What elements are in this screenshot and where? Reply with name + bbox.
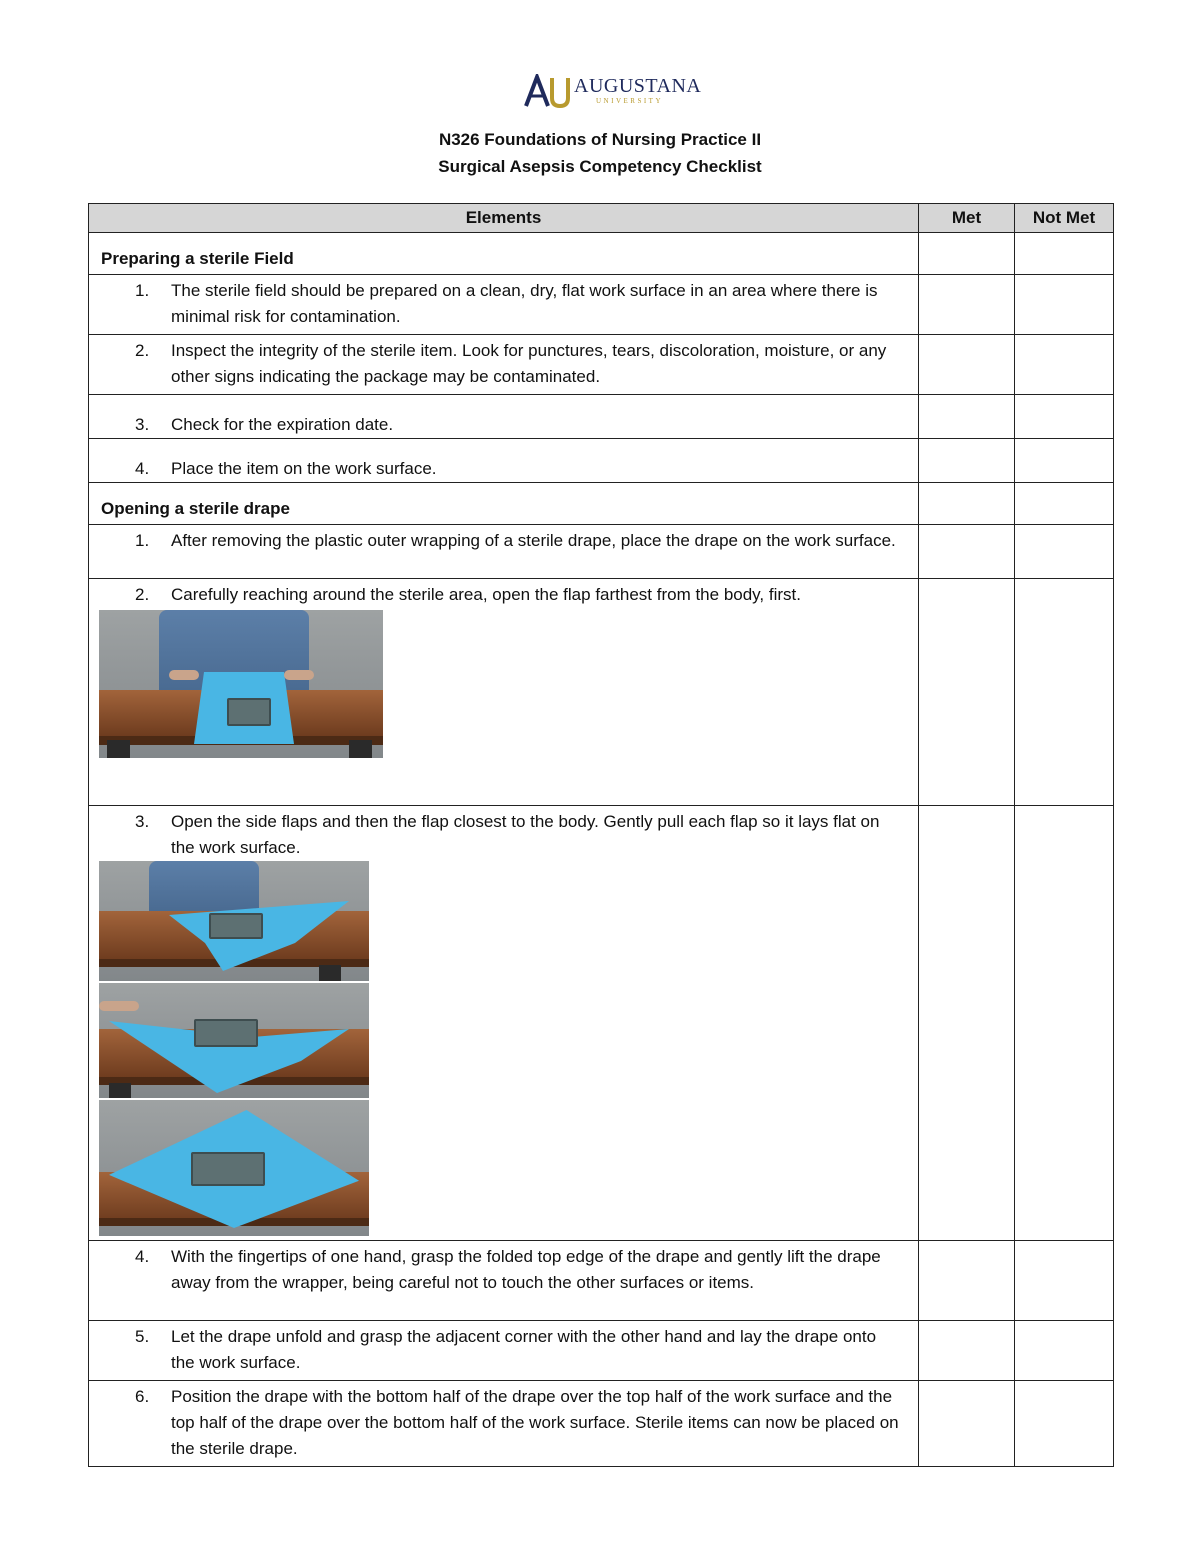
photo-opening-side-flap-right	[99, 861, 369, 981]
document-titles	[0, 126, 1200, 180]
met-cell[interactable]	[919, 1241, 1015, 1321]
met-cell[interactable]	[919, 579, 1015, 806]
element-cell	[89, 275, 919, 335]
met-cell[interactable]	[919, 439, 1015, 483]
met-cell[interactable]	[919, 275, 1015, 335]
not-met-cell[interactable]	[1015, 806, 1114, 1241]
item-text: Check for the expiration date.	[171, 415, 394, 434]
table-row	[89, 806, 1114, 1241]
not-met-cell[interactable]	[1015, 1321, 1114, 1381]
photo-drape-flat-on-surface	[99, 1100, 369, 1236]
item-number: 1.	[135, 281, 150, 300]
met-cell[interactable]	[919, 1321, 1015, 1381]
photo-stack	[99, 861, 369, 1236]
header-elements: Elements	[89, 204, 919, 233]
section-row	[89, 233, 1114, 275]
not-met-cell[interactable]	[1015, 439, 1114, 483]
table-header-row	[89, 204, 1114, 233]
item-text: Let the drape unfold and grasp the adjacent corner with the other hand and lay the drape onto the work surface.	[171, 1327, 877, 1372]
not-met-cell[interactable]	[1015, 525, 1114, 579]
logo-subtitle: UNIVERSITY	[596, 97, 663, 105]
element-cell	[89, 579, 919, 806]
section-title: Preparing a sterile Field	[89, 233, 919, 275]
met-cell[interactable]	[919, 233, 1015, 275]
section-title: Opening a sterile drape	[89, 483, 919, 525]
item-number: 5.	[135, 1327, 150, 1346]
item-text: Carefully reaching around the sterile area, open the flap farthest from the body, first.	[171, 585, 801, 604]
table-row	[89, 1381, 1114, 1467]
table-row	[89, 395, 1114, 439]
table-row	[89, 579, 1114, 806]
competency-checklist-table	[88, 203, 1114, 1467]
augustana-logo	[524, 74, 702, 108]
item-number: 3.	[135, 812, 150, 831]
item-number: 4.	[135, 1247, 150, 1266]
table-row	[89, 335, 1114, 395]
not-met-cell[interactable]	[1015, 395, 1114, 439]
item-number: 4.	[135, 459, 150, 478]
element-cell	[89, 525, 919, 579]
item-number: 3.	[135, 415, 150, 434]
not-met-cell[interactable]	[1015, 1241, 1114, 1321]
met-cell[interactable]	[919, 806, 1015, 1241]
au-logo-mark	[524, 74, 572, 108]
not-met-cell[interactable]	[1015, 275, 1114, 335]
document-subtitle: Surgical Asepsis Competency Checklist	[438, 157, 762, 176]
not-met-cell[interactable]	[1015, 233, 1114, 275]
met-cell[interactable]	[919, 1381, 1015, 1467]
item-text: Inspect the integrity of the sterile item. Look for punctures, tears, discoloration, moisture, or any other signs indicating the package may be contaminated.	[171, 341, 887, 386]
table-row	[89, 525, 1114, 579]
item-text: After removing the plastic outer wrapping of a sterile drape, place the drape on the work surface.	[171, 531, 896, 550]
item-text: Position the drape with the bottom half of the drape over the top half of the work surface and the top half of the drape over the bottom half of the work surface. Sterile items can now be placed on the sterile drape.	[171, 1387, 899, 1458]
not-met-cell[interactable]	[1015, 1381, 1114, 1467]
table-row	[89, 275, 1114, 335]
section-row	[89, 483, 1114, 525]
met-cell[interactable]	[919, 395, 1015, 439]
element-cell	[89, 1321, 919, 1381]
header-not-met: Not Met	[1015, 204, 1114, 233]
not-met-cell[interactable]	[1015, 579, 1114, 806]
item-number: 2.	[135, 585, 150, 604]
table-row	[89, 1241, 1114, 1321]
header-met: Met	[919, 204, 1015, 233]
element-cell	[89, 1241, 919, 1321]
element-cell	[89, 806, 919, 1241]
photo-nurse-opening-far-flap	[99, 610, 383, 758]
item-number: 2.	[135, 341, 150, 360]
item-number: 1.	[135, 531, 150, 550]
met-cell[interactable]	[919, 483, 1015, 525]
met-cell[interactable]	[919, 525, 1015, 579]
not-met-cell[interactable]	[1015, 335, 1114, 395]
item-text: With the fingertips of one hand, grasp the folded top edge of the drape and gently lift the drape away from the wrapper, being careful not to touch the other surfaces or items.	[171, 1247, 881, 1292]
element-cell	[89, 395, 919, 439]
element-cell	[89, 1381, 919, 1467]
table-row	[89, 1321, 1114, 1381]
photo-opening-side-flap-left	[99, 983, 369, 1098]
met-cell[interactable]	[919, 335, 1015, 395]
logo-wordmark: AUGUSTANA	[574, 75, 702, 97]
not-met-cell[interactable]	[1015, 483, 1114, 525]
table-row	[89, 439, 1114, 483]
element-cell	[89, 335, 919, 395]
document-title: N326 Foundations of Nursing Practice II	[438, 130, 762, 149]
item-text: The sterile field should be prepared on a clean, dry, flat work surface in an area where there is minimal risk for contamination.	[171, 281, 878, 326]
item-number: 6.	[135, 1387, 150, 1406]
item-text: Place the item on the work surface.	[171, 459, 437, 478]
item-text: Open the side flaps and then the flap closest to the body. Gently pull each flap so it lays flat on the work surface.	[171, 812, 880, 857]
element-cell	[89, 439, 919, 483]
